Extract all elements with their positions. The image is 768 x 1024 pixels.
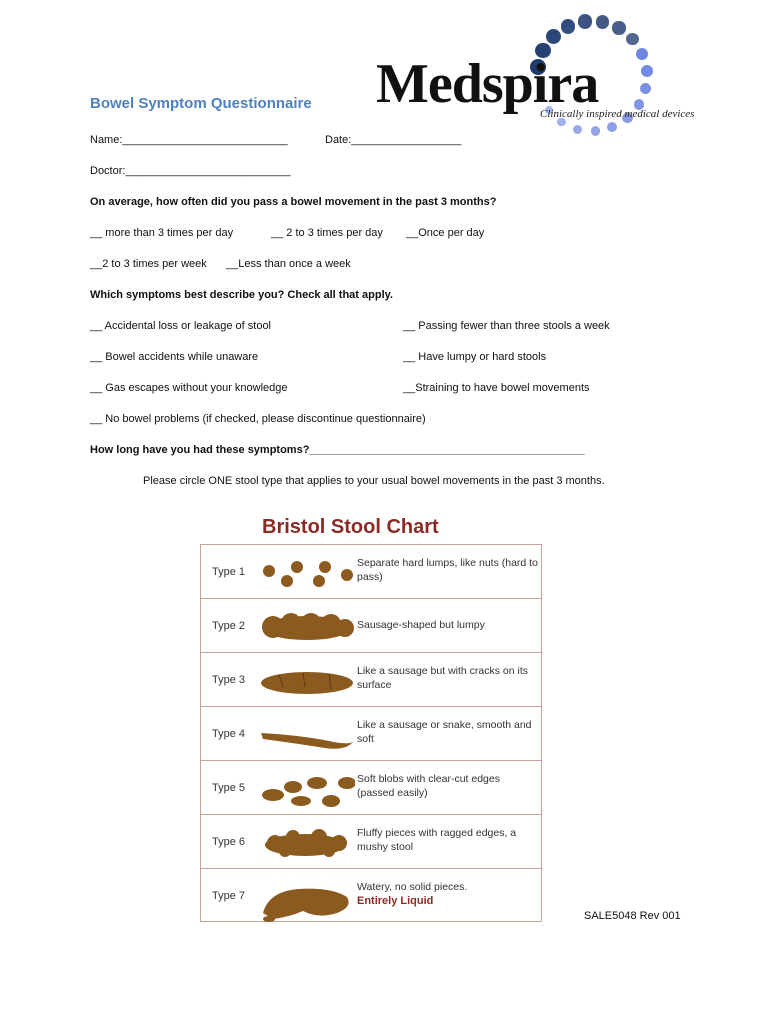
- option-straining[interactable]: __Straining to have bowel movements: [403, 382, 590, 394]
- stool-type-3-illustration: [259, 657, 355, 707]
- option-more-than-3-per-day[interactable]: __ more than 3 times per day: [90, 227, 234, 239]
- type-description-text: Separate hard lumps, like nuts (hard to pass): [357, 557, 538, 583]
- option-fewer-than-three-stools[interactable]: __ Passing fewer than three stools a week: [403, 320, 610, 332]
- type-label: Type 2: [212, 620, 246, 632]
- chart-row-type-1[interactable]: [201, 545, 541, 599]
- type-label: Type 7: [212, 890, 246, 902]
- doctor-field[interactable]: Doctor:___________________________: [90, 165, 291, 177]
- question-symptoms: Which symptoms best describe you? Check all that apply.: [90, 289, 393, 301]
- type-description-text: Like a sausage but with cracks on its surface: [357, 665, 529, 691]
- logo-tagline: Clinically inspired medical devices: [540, 108, 695, 120]
- type-description-text: Sausage-shaped but lumpy: [357, 619, 485, 631]
- stool-type-5-illustration: [259, 765, 355, 815]
- stool-type-2-illustration: [259, 603, 355, 653]
- logo-dot: [578, 14, 592, 28]
- date-field[interactable]: Date:__________________: [325, 134, 462, 146]
- type-description: [357, 826, 539, 854]
- logo-dot: [636, 48, 648, 60]
- type-description: [357, 880, 539, 908]
- stool-type-7-illustration: [259, 873, 355, 923]
- type-label: Type 5: [212, 782, 246, 794]
- logo-dot: [546, 29, 561, 44]
- type-description: [357, 772, 539, 800]
- type-description-emphasis: Entirely Liquid: [357, 895, 434, 907]
- question-frequency: On average, how often did you pass a bowel movement in the past 3 months?: [90, 196, 497, 208]
- type-description-text: Like a sausage or snake, smooth and soft: [357, 719, 532, 745]
- option-once-per-day[interactable]: __Once per day: [406, 227, 485, 239]
- logo-dot: [641, 65, 653, 77]
- logo-dot: [626, 33, 639, 46]
- type-description: [357, 718, 539, 746]
- form-title: Bowel Symptom Questionnaire: [90, 95, 312, 112]
- logo-dot: [573, 125, 582, 134]
- option-accidents-unaware[interactable]: __ Bowel accidents while unaware: [90, 351, 259, 363]
- type-label: Type 4: [212, 728, 246, 740]
- type-description-text: Watery, no solid pieces.: [357, 881, 468, 893]
- option-lumpy-hard-stools[interactable]: __ Have lumpy or hard stools: [403, 351, 547, 363]
- type-description: [357, 556, 539, 584]
- type-description: [357, 664, 539, 692]
- option-no-bowel-problems[interactable]: __ No bowel problems (if checked, please discontinue questionnaire): [90, 413, 426, 425]
- chart-row-type-7[interactable]: [201, 869, 541, 923]
- chart-row-type-4[interactable]: [201, 707, 541, 761]
- stool-instruction: Please circle ONE stool type that applies to your usual bowel movements in the past 3 months.: [143, 475, 605, 487]
- logo-dot: [596, 15, 610, 29]
- question-duration[interactable]: How long have you had these symptoms?_____________________________________________: [90, 444, 585, 456]
- stool-type-1-illustration: [259, 549, 355, 599]
- document-code: SALE5048 Rev 001: [584, 910, 681, 922]
- type-label: Type 3: [212, 674, 246, 686]
- option-2-3-per-week[interactable]: __2 to 3 times per week: [90, 258, 207, 270]
- logo-dot: [640, 83, 651, 94]
- type-label: Type 1: [212, 566, 246, 578]
- chart-row-type-2[interactable]: [201, 599, 541, 653]
- type-description-text: Fluffy pieces with ragged edges, a mushy stool: [357, 827, 517, 853]
- stool-type-4-illustration: [259, 711, 355, 761]
- type-description-text: Soft blobs with clear-cut edges (passed easily): [357, 773, 500, 799]
- chart-title: Bristol Stool Chart: [262, 516, 439, 538]
- chart-row-type-5[interactable]: [201, 761, 541, 815]
- chart-row-type-3[interactable]: [201, 653, 541, 707]
- type-description: [357, 618, 539, 632]
- logo-dot: [561, 19, 576, 34]
- option-less-than-once-week[interactable]: __Less than once a week: [226, 258, 351, 270]
- logo-dot: [591, 126, 600, 135]
- stool-type-6-illustration: [259, 819, 355, 869]
- chart-row-type-6[interactable]: [201, 815, 541, 869]
- logo-dot: [612, 21, 625, 34]
- type-label: Type 6: [212, 836, 246, 848]
- bristol-stool-chart: [200, 544, 542, 922]
- option-2-3-per-day[interactable]: __ 2 to 3 times per day: [271, 227, 383, 239]
- name-field[interactable]: Name:___________________________: [90, 134, 288, 146]
- logo-name: Medspira: [376, 53, 599, 115]
- logo-dot: [607, 122, 617, 132]
- option-accidental-leakage[interactable]: __ Accidental loss or leakage of stool: [90, 320, 272, 332]
- option-gas-escapes[interactable]: __ Gas escapes without your knowledge: [90, 382, 288, 394]
